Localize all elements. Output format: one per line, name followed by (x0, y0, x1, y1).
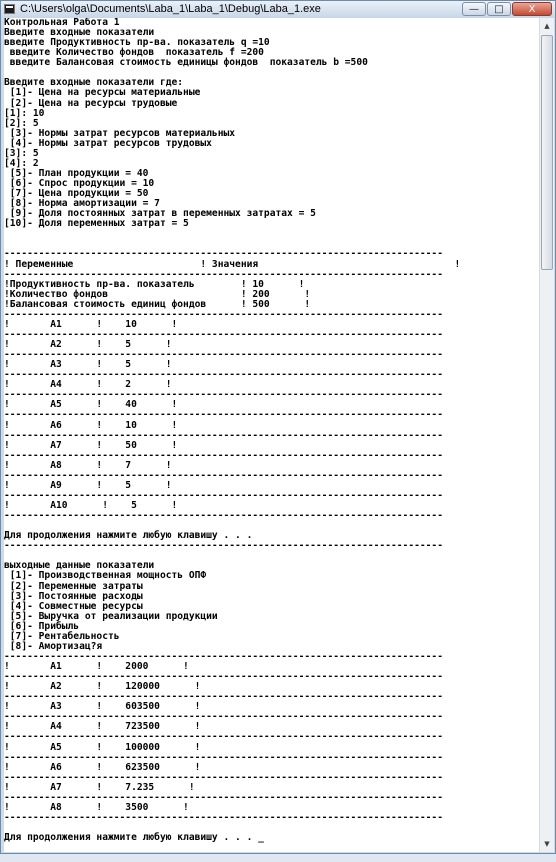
console-line: ---------------------------------------------------------------------------- (4, 489, 443, 501)
console-line: !Продуктивность пр-ва. показатель ! 10 ! (4, 278, 305, 290)
console-line: ---------------------------------------------------------------------------- (4, 671, 443, 683)
console-line: [7]- Рентабельность (4, 630, 120, 642)
console-line: введите Балансовая стоимость единицы фондов показатель b =500 (4, 57, 368, 69)
console-line: ---------------------------------------------------------------------------- (4, 540, 443, 552)
taskbar-strip (0, 854, 556, 862)
console-line: ---------------------------------------------------------------------------- (4, 771, 443, 783)
console-line: [4]- Нормы затрат ресурсов трудовых (4, 137, 212, 149)
console-line: ! Переменные ! Значения ! (4, 258, 461, 270)
console-line: ! A6 ! 10 ! (4, 419, 178, 431)
minimize-button[interactable]: — (462, 2, 486, 16)
vertical-scrollbar[interactable] (539, 18, 554, 852)
console-line: !Количество фондов ! 200 ! (4, 288, 311, 300)
console-line: ---------------------------------------------------------------------------- (4, 328, 443, 340)
console-line: [2]: 5 (4, 117, 39, 129)
console-line: [3]- Постоянные расходы (4, 590, 143, 602)
console-line: [7]- Цена продукции = 50 (4, 188, 149, 200)
console-line: ! A2 ! 5 ! (4, 339, 172, 350)
console-line: ---------------------------------------------------------------------------- (4, 791, 443, 803)
console-line: ---------------------------------------------------------------------------- (4, 691, 443, 703)
console-line: [8]- Норма амортизации = 7 (4, 198, 160, 210)
console-line: ---------------------------------------------------------------------------- (4, 308, 443, 320)
console-line: [8]- Амортизац?я (4, 640, 103, 652)
console-line: ---------------------------------------------------------------------------- (4, 510, 443, 522)
console-line: выходные данные показатели (4, 560, 155, 572)
console-line: [5]- Выручка от реализации продукции (4, 610, 218, 622)
console-line: ! A3 ! 603500 ! (4, 701, 201, 713)
console-line: ! A9 ! 5 ! (4, 479, 172, 491)
console-line: [3]- Нормы затрат ресурсов материальных (4, 127, 236, 139)
console-line: ---------------------------------------------------------------------------- (4, 751, 443, 763)
console-line: ! A7 ! 7.235 ! (4, 781, 195, 793)
maximize-button[interactable]: □ (487, 2, 511, 16)
console-line (4, 229, 460, 239)
console-line: ! A4 ! 723500 ! (4, 721, 201, 733)
console-line: [1]- Производственная мощность ОПФ (4, 570, 207, 582)
console-line: ---------------------------------------------------------------------------- (4, 429, 443, 441)
console-line: ! A8 ! 7 ! (4, 459, 172, 471)
console-line: ! A1 ! 2000 ! (4, 661, 189, 672)
console-line: ! A2 ! 120000 ! (4, 681, 201, 693)
console-line: Для продолжения нажмите любую клавишу . . . _ (4, 832, 264, 844)
console-line: [1]: 10 (4, 107, 45, 119)
console-line: [3]: 5 (4, 147, 39, 159)
console-line: Введите входные показатели (4, 27, 155, 39)
scroll-down-arrow-icon[interactable]: ▼ (544, 840, 550, 848)
console-line: ---------------------------------------------------------------------------- (4, 268, 443, 280)
console-line: [9]- Доля постоянных затрат в переменных затратах = 5 (4, 208, 316, 220)
title-bar[interactable] (1, 1, 555, 18)
console-line: введите Продуктивность пр-ва. показатель q =10 (4, 37, 270, 49)
console-line: ! A10 ! 5 ! (4, 500, 178, 511)
console-line: ! A5 ! 100000 ! (4, 741, 201, 753)
console-line: ! A4 ! 2 ! (4, 379, 172, 391)
console-text (4, 18, 460, 843)
console-line: ---------------------------------------------------------------------------- (4, 731, 443, 743)
console-line: введите Количество фондов показатель f =200 (4, 47, 264, 59)
console-line: [5]- План продукции = 40 (4, 167, 149, 179)
close-button[interactable]: X (512, 2, 552, 16)
console-line: ---------------------------------------------------------------------------- (4, 469, 443, 481)
console-line: ! A1 ! 10 ! (4, 318, 178, 330)
console-line: ---------------------------------------------------------------------------- (4, 248, 443, 260)
console-line: [6]- Прибыль (4, 620, 80, 632)
console-line: !Балансовая стоимость единиц фондов ! 500 ! (4, 298, 311, 310)
scroll-thumb[interactable] (541, 35, 553, 270)
console-line: ---------------------------------------------------------------------------- (4, 811, 443, 823)
console-line: Контрольная Работа 1 (4, 18, 120, 28)
console-line: ! A6 ! 623500 ! (4, 761, 201, 773)
console-line: ! A8 ! 3500 ! (4, 801, 189, 813)
console-line: ! A5 ! 40 ! (4, 399, 178, 411)
console-line: ---------------------------------------------------------------------------- (4, 409, 443, 421)
console-line: ---------------------------------------------------------------------------- (4, 349, 443, 361)
console-line: Введите входные показатели где: (4, 77, 184, 89)
console-line: ! A7 ! 50 ! (4, 439, 178, 451)
console-line: [2]- Цена на ресурсы трудовые (4, 97, 178, 109)
console-line: [4]- Совместные ресурсы (4, 600, 143, 612)
window-title: C:\Users\olga\Documents\Laba_1\Laba_1\Debug\Laba_1.exe (20, 3, 321, 15)
console-line: ---------------------------------------------------------------------------- (4, 650, 443, 662)
console-line: [1]- Цена на ресурсы материальные (4, 87, 201, 99)
console-line: ---------------------------------------------------------------------------- (4, 369, 443, 381)
console-line: ! A3 ! 5 ! (4, 359, 172, 371)
console-line: ---------------------------------------------------------------------------- (4, 711, 443, 723)
console-line: [10]- Доля переменных затрат = 5 (4, 218, 189, 230)
console-line: ---------------------------------------------------------------------------- (4, 389, 443, 401)
console-line: [2]- Переменные затраты (4, 580, 143, 592)
console-line: Для продолжения нажмите любую клавишу . . . (4, 530, 253, 542)
console-line: [4]: 2 (4, 157, 39, 169)
console-output[interactable] (4, 18, 539, 852)
scroll-up-arrow-icon[interactable]: ▲ (544, 22, 550, 30)
console-app-icon (4, 4, 15, 14)
console-line: [6]- Спрос продукции = 10 (4, 178, 155, 189)
console-line: ---------------------------------------------------------------------------- (4, 449, 443, 461)
